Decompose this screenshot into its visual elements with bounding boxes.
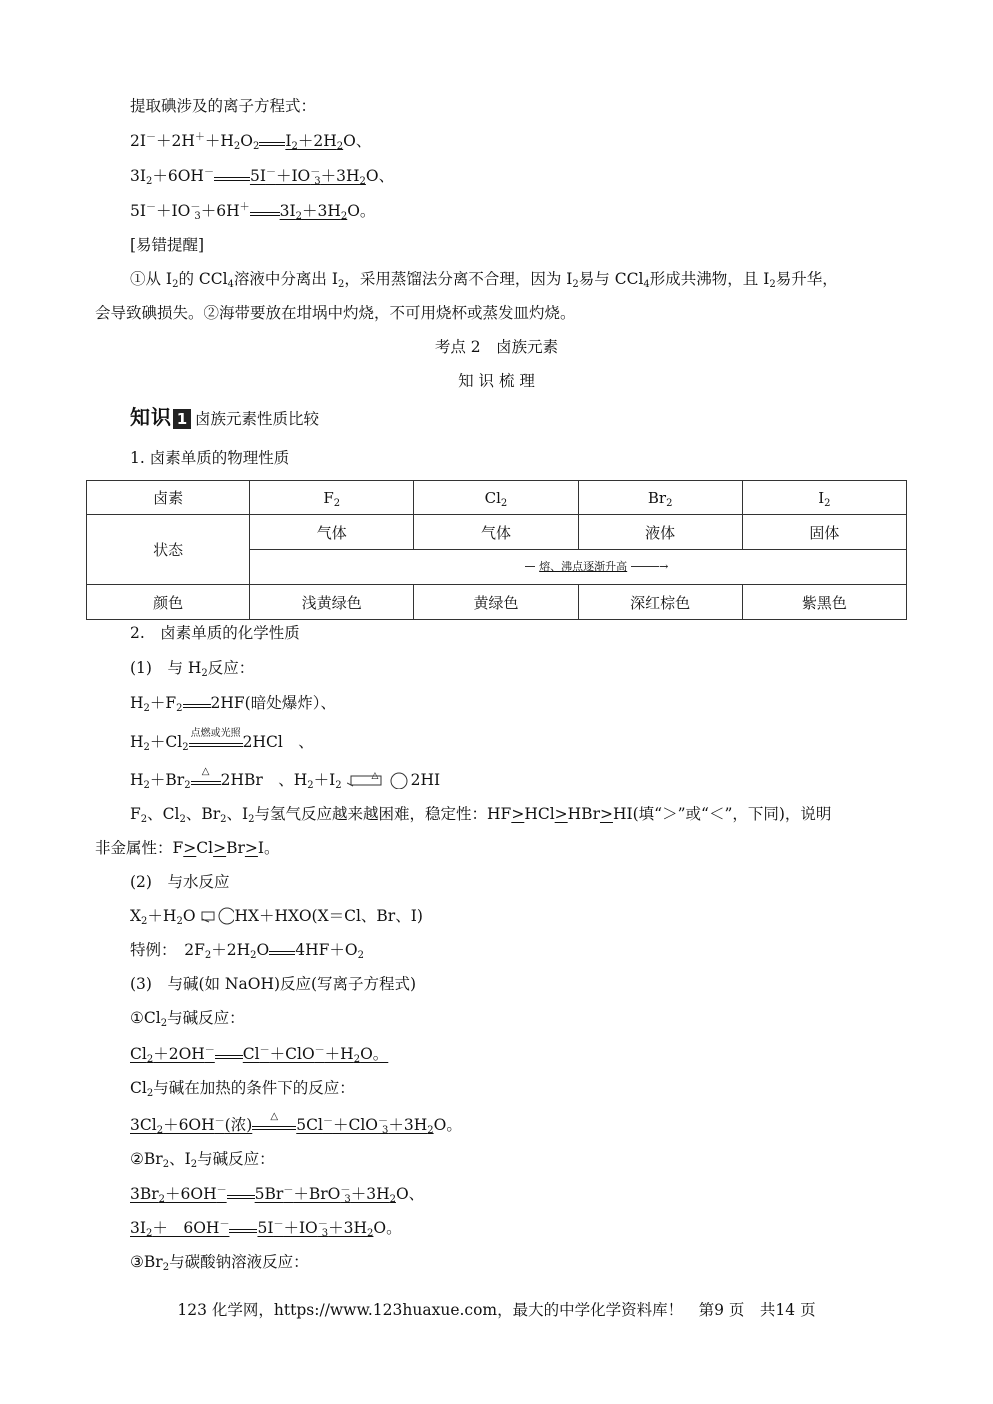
table-cell: 浅黄绿色 xyxy=(250,585,414,620)
table-row xyxy=(87,481,907,515)
mistake-paragraph-2: 会导致碘损失。②海带要放在坩埚中灼烧，不可用烧杯或蒸发皿灼烧。 xyxy=(95,304,576,322)
table-cell: 气体 xyxy=(250,515,414,550)
equation-3: $5I^-+IO^-_3+6H^+$ $3I_2+3H_2O$。 xyxy=(130,202,376,222)
reaction-h2-cl2: $H_2+Cl_2$ 点燃或光照 2HCl 、 xyxy=(130,728,314,753)
br2-i2-base-heading: $②Br_2$、$I_2$与碱反应： xyxy=(130,1150,275,1170)
table-header-cell: 卤素 xyxy=(87,481,250,515)
condition-label: 点燃或光照 xyxy=(190,728,241,739)
cl2-base-heat-equation: $3Cl_2+6OH^-$(浓) △ $5Cl^-+ClO^-_3+3H_2O$。 xyxy=(130,1111,462,1136)
table-cell: 气体 xyxy=(414,515,578,550)
nonmetal-sentence: 非金属性：F>Cl>Br>I。 xyxy=(95,839,280,857)
section-title: 卤族元素性质比较 xyxy=(195,410,320,428)
reversible-arrow-icon xyxy=(347,773,411,789)
br2-carbonate-heading: $③Br_2$与碳酸钠溶液反应： xyxy=(130,1253,309,1273)
cl2-base-heading: $①Cl_2$与碱反应： xyxy=(130,1009,245,1029)
mistake-heading: [易错提醒] xyxy=(130,236,205,254)
table-cell: 深红棕色 xyxy=(578,585,742,620)
table-header-cell: $I_2$ xyxy=(742,481,906,515)
page-footer: 123 化学网，https://www.123huaxue.com，最大的中学化学资料库！ 第9 页 共14 页 xyxy=(177,1301,816,1319)
stability-sentence: $F_2$、$Cl_2$、$Br_2$、$I_2$与氢气反应越来越困难，稳定性：HF>HCl>HBr>HI(填“＞”或“＜”，下同)，说明 xyxy=(130,805,832,825)
cl2-base-equation: $Cl_2+2OH^-$ $Cl^-+ClO^-+H_2O$。 xyxy=(130,1045,389,1065)
reaction-h2-heading: (1) 与 $H_2$反应： xyxy=(130,659,255,679)
heat-symbol: △ xyxy=(270,1111,279,1122)
heat-symbol: △ xyxy=(201,766,210,777)
section-heading xyxy=(130,402,319,430)
trend-arrow: 熔、沸点逐渐升高 → xyxy=(525,558,668,574)
kaodian-title: 考点 2 卤族元素 xyxy=(434,338,559,356)
section-number-badge: 1 xyxy=(173,409,191,429)
equation-1: $2I^-+2H^++H_2O_2$ $I_2+2H_2O$、 xyxy=(130,132,372,152)
table-header-cell: $Cl_2$ xyxy=(414,481,578,515)
reaction-h2-br2-i2: $H_2+Br_2$ △ 2HBr 、$H_2+I_2$ △ 2HI xyxy=(130,766,441,791)
table-cell: 紫黑色 xyxy=(742,585,906,620)
reaction-water-general: $X_2+H_2O$ HX＋HXO(X＝Cl、Br、I) xyxy=(130,907,423,927)
reversible-arrow-icon xyxy=(200,909,234,925)
equation-2: $3I_2+6OH^-$ $5I^-+IO^-_3+3H_2O$、 xyxy=(130,167,395,187)
reaction-h2-f2: $H_2+F_2$ 2HF(暗处爆炸）、 xyxy=(130,694,336,714)
table-row xyxy=(87,585,907,620)
subsection-2: 2. 卤素单质的化学性质 xyxy=(130,624,300,642)
intro-title: 提取碘涉及的离子方程式： xyxy=(130,97,317,115)
reaction-water-special: 特例： $2F_2+2H_2O$ $4HF+O_2$ xyxy=(130,941,364,961)
table-cell: 固体 xyxy=(742,515,906,550)
table-header-cell: $Br_2$ xyxy=(578,481,742,515)
svg-text:△: △ xyxy=(371,771,379,781)
reaction-water-heading: (2) 与水反应 xyxy=(130,873,230,891)
br2-base-equation: $3Br_2+6OH^-$ $5Br^-+BrO^-_3+3H_2O$、 xyxy=(130,1185,425,1205)
table-cell: 黄绿色 xyxy=(414,585,578,620)
reaction-base-heading: (3) 与碱(如 NaOH)反应(写离子方程式) xyxy=(130,975,417,993)
mistake-paragraph-1: ①从 $I_2$的 CCl$_4$溶液中分离出 $I_2$，采用蒸馏法分离不合理，因为 $I_2$易与 CCl$_4$形成共沸物，且 $I_2$易升华， xyxy=(130,270,838,290)
zhishi-shuli: 知 识 梳 理 xyxy=(458,372,535,390)
table-header-cell: $F_2$ xyxy=(250,481,414,515)
table-cell: 液体 xyxy=(578,515,742,550)
physical-properties-table xyxy=(86,480,907,620)
table-row-label: 颜色 xyxy=(87,585,250,620)
cl2-base-heat-heading: $Cl_2$与碱在加热的条件下的反应： xyxy=(130,1079,355,1099)
section-label: 知识 xyxy=(130,405,172,429)
trend-arrow-cell xyxy=(250,550,907,585)
table-row xyxy=(87,515,907,550)
i2-base-equation: $3I_2+$ 6OH－ $5I^-+IO^-_3+3H_2O$。 xyxy=(130,1219,402,1239)
subsection-1: 1. 卤素单质的物理性质 xyxy=(130,449,290,467)
table-row-label: 状态 xyxy=(87,515,250,585)
